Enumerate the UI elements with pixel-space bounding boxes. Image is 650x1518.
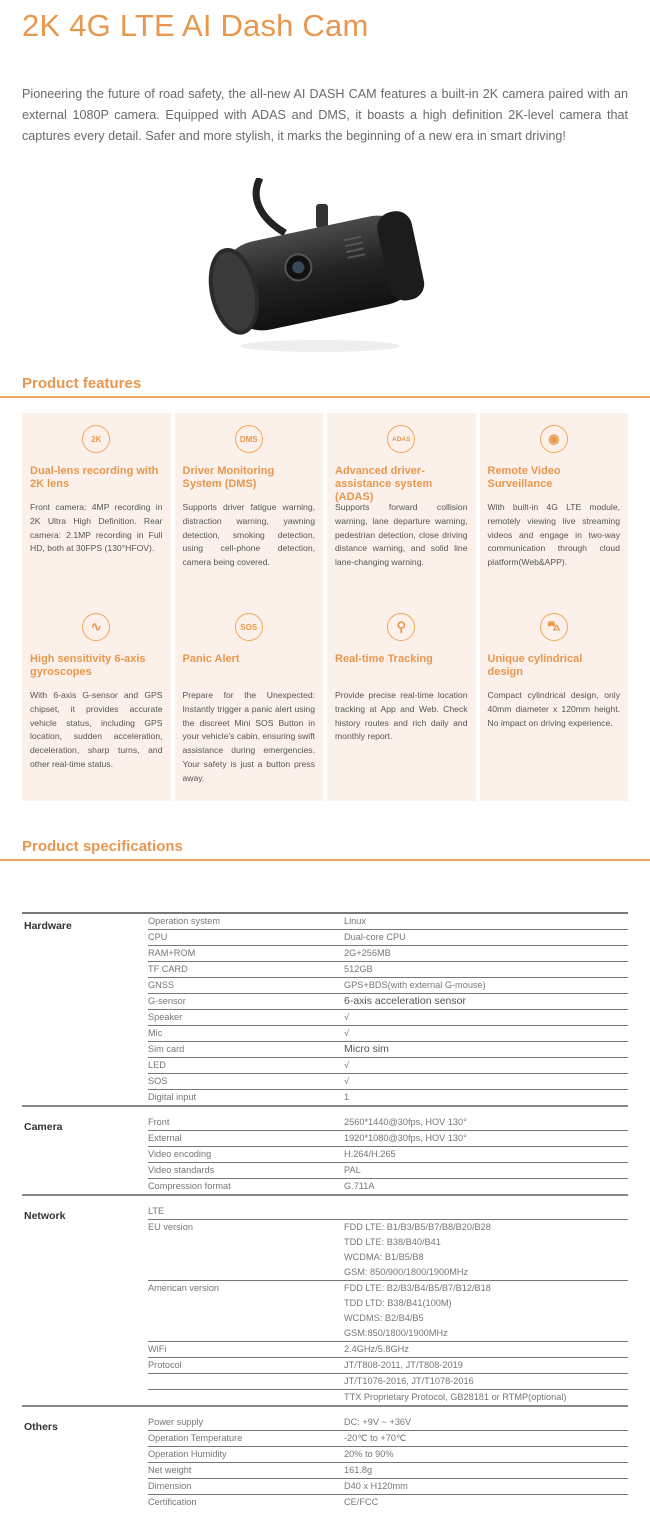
feature-card bbox=[480, 601, 629, 801]
spec-rows bbox=[148, 1415, 628, 1510]
spec-rows bbox=[148, 1115, 628, 1194]
spec-row bbox=[148, 1090, 628, 1105]
spec-values bbox=[344, 1281, 628, 1341]
spec-values bbox=[344, 1163, 628, 1178]
spec-row bbox=[148, 1342, 628, 1358]
spec-value: GSM: 850/900/1800/1900MHz bbox=[344, 1267, 469, 1277]
spec-values bbox=[344, 1147, 628, 1162]
spec-value: CE/FCC bbox=[344, 1497, 379, 1507]
spec-row bbox=[148, 962, 628, 978]
spec-row bbox=[148, 1479, 628, 1495]
spec-values bbox=[344, 1220, 628, 1280]
feature-card bbox=[175, 601, 324, 801]
dash-cam-product-image bbox=[190, 178, 450, 358]
spec-values bbox=[344, 914, 628, 929]
feature-card bbox=[22, 413, 171, 601]
spec-label: American version bbox=[148, 1283, 219, 1293]
spec-row bbox=[148, 1431, 628, 1447]
spec-values bbox=[344, 1179, 628, 1194]
spec-values bbox=[344, 1010, 628, 1025]
spec-rows bbox=[148, 1204, 628, 1405]
spec-rows bbox=[148, 914, 628, 1105]
spec-label: CPU bbox=[148, 932, 168, 942]
spec-value: √ bbox=[344, 1060, 350, 1070]
spec-label: Digital input bbox=[148, 1092, 197, 1102]
spec-values bbox=[344, 1042, 628, 1057]
spec-label: LED bbox=[148, 1060, 166, 1070]
spec-value: DC: +9V ~ +36V bbox=[344, 1417, 412, 1427]
spec-values bbox=[344, 930, 628, 945]
spec-values bbox=[344, 1479, 628, 1494]
sos-icon: SOS bbox=[235, 613, 263, 641]
spec-label: Front bbox=[148, 1117, 170, 1127]
dms-icon: DMS bbox=[235, 425, 263, 453]
spec-value: 2G+256MB bbox=[344, 948, 391, 958]
spec-row bbox=[148, 1281, 628, 1342]
spec-values bbox=[344, 1090, 628, 1105]
spec-value: WCDMS: B2/B4/B5 bbox=[344, 1313, 424, 1323]
spec-label: EU version bbox=[148, 1222, 193, 1232]
spec-values bbox=[344, 962, 628, 977]
page-title: 2K 4G LTE AI Dash Cam bbox=[22, 8, 369, 43]
spec-value: JT/T808-2011, JT/T808-2019 bbox=[344, 1360, 463, 1370]
feature-card bbox=[327, 413, 476, 601]
spec-row bbox=[148, 1390, 628, 1405]
spec-value: √ bbox=[344, 1076, 350, 1086]
spec-values bbox=[344, 1026, 628, 1041]
spec-values bbox=[344, 1074, 628, 1089]
webcam-icon: ◉ bbox=[540, 425, 568, 453]
spec-row bbox=[148, 914, 628, 930]
feature-title: Driver Monitoring System (DMS) bbox=[182, 465, 275, 490]
spec-values bbox=[344, 1415, 628, 1430]
feature-description: Compact cylindrical design, only 40mm diameter x 120mm height. No impact on driving experience. bbox=[487, 690, 620, 728]
feature-title: Unique cylindrical design bbox=[487, 653, 583, 678]
spec-label: GNSS bbox=[148, 980, 175, 990]
spec-label: Protocol bbox=[148, 1360, 182, 1370]
spec-label: Video encoding bbox=[148, 1149, 212, 1159]
spec-label: Net weight bbox=[148, 1465, 192, 1475]
spec-value: FDD LTE: B2/B3/B4/B5/B7/B12/B18 bbox=[344, 1283, 491, 1293]
features-divider bbox=[0, 396, 650, 398]
spec-group-name: Network bbox=[24, 1210, 66, 1222]
feature-description: Prepare for the Unexpected: Instantly trigger a panic alert using the discreet Mini SOS Button in your vehicle's cabin, ensuring swift assistance during emergencies. Your safety is just a button press away. bbox=[182, 690, 315, 783]
spec-value: 20% to 90% bbox=[344, 1449, 394, 1459]
spec-row bbox=[148, 1131, 628, 1147]
spec-row bbox=[148, 1115, 628, 1131]
spec-label: Video standards bbox=[148, 1165, 215, 1175]
spec-values bbox=[344, 994, 628, 1009]
spec-group-name: Others bbox=[24, 1421, 58, 1433]
spec-value: √ bbox=[344, 1012, 350, 1022]
spec-value: 161.8g bbox=[344, 1465, 373, 1475]
2k-icon: 2K bbox=[82, 425, 110, 453]
feature-description: Provide precise real-time location tracking at App and Web. Check history routes and rich daily and monthly report. bbox=[335, 690, 468, 742]
spec-label: Operation Temperature bbox=[148, 1433, 243, 1443]
spec-label: Dimension bbox=[148, 1481, 192, 1491]
feature-description: With built-in 4G LTE module, remotely viewing live streaming videos and engage in two-way communication through cloud platform(Web&APP). bbox=[487, 502, 620, 568]
spec-values bbox=[344, 946, 628, 961]
spec-value: GPS+BDS(with external G-mouse) bbox=[344, 980, 486, 990]
spec-label: Operation system bbox=[148, 916, 220, 926]
specs-heading: Product specifications bbox=[22, 838, 183, 855]
feature-title: High sensitivity 6-axis gyroscopes bbox=[30, 653, 146, 678]
spec-row bbox=[148, 1220, 628, 1281]
spec-values bbox=[344, 1115, 628, 1130]
spec-label: Speaker bbox=[148, 1012, 183, 1022]
spec-group bbox=[22, 1204, 628, 1407]
spec-row bbox=[148, 1163, 628, 1179]
spec-values bbox=[344, 1390, 628, 1405]
spec-value bbox=[344, 1204, 628, 1219]
spec-value: H.264/H.265 bbox=[344, 1149, 396, 1159]
spec-row bbox=[148, 1074, 628, 1090]
spec-value: Micro sim bbox=[344, 1043, 389, 1055]
spec-value: 6-axis acceleration sensor bbox=[344, 995, 466, 1007]
spec-label: RAM+ROM bbox=[148, 948, 196, 958]
spec-row bbox=[148, 1447, 628, 1463]
feature-title: Remote Video Surveillance bbox=[487, 465, 561, 490]
spec-label: WiFi bbox=[148, 1344, 167, 1354]
spec-value: 1920*1080@30fps, HOV 130° bbox=[344, 1133, 467, 1143]
gyroscope-icon: ∿ bbox=[82, 613, 110, 641]
feature-description: With 6-axis G-sensor and GPS chipset, it provides accurate vehicle status, including GPS location, sudden acceleration, deceleration, sharp turns, and other real-time status. bbox=[30, 690, 163, 769]
spec-label: Sim card bbox=[148, 1044, 185, 1054]
feature-description: Front camera: 4MP recording in 2K Ultra High Definition. Rear camera: 2.1MP recording in Full HD, both at 30FPS (130°HFOV). bbox=[30, 502, 163, 554]
spec-value: TDD LTE: B38/B40/B41 bbox=[344, 1237, 441, 1247]
feature-title: Dual-lens recording with 2K lens bbox=[30, 465, 159, 490]
spec-row bbox=[148, 1415, 628, 1431]
feature-card bbox=[327, 601, 476, 801]
spec-values bbox=[344, 1463, 628, 1478]
spec-label: External bbox=[148, 1133, 182, 1143]
spec-values bbox=[344, 978, 628, 993]
spec-row bbox=[148, 1010, 628, 1026]
feature-description: Supports forward collision warning, lane departure warning, pedestrian detection, close driving distance warning, and solid line lane-changing warning. bbox=[335, 502, 468, 568]
spec-value: -20℃ to +70℃ bbox=[344, 1433, 407, 1443]
adas-icon: ADAS bbox=[387, 425, 415, 453]
spec-values bbox=[344, 1431, 628, 1446]
feature-card bbox=[175, 413, 324, 601]
spec-row bbox=[148, 1495, 628, 1510]
spec-label: SOS bbox=[148, 1076, 168, 1086]
spec-row bbox=[148, 1147, 628, 1163]
spec-value: 1 bbox=[344, 1092, 350, 1102]
spec-group-name: Hardware bbox=[24, 920, 72, 932]
spec-row bbox=[148, 946, 628, 962]
feature-title: Advanced driver-assistance system (ADAS) bbox=[335, 465, 433, 503]
spec-label: Power supply bbox=[148, 1417, 204, 1427]
spec-value: PAL bbox=[344, 1165, 361, 1175]
spec-value: D40 x H120mm bbox=[344, 1481, 408, 1491]
spec-value: TTX Proprietary Protocol, GB28181 or RTMP(optional) bbox=[344, 1392, 567, 1402]
spec-values bbox=[344, 1204, 628, 1219]
spec-row bbox=[148, 1179, 628, 1194]
spec-value: 512GB bbox=[344, 964, 373, 974]
spec-label: LTE bbox=[148, 1206, 165, 1216]
spec-row bbox=[148, 1374, 628, 1390]
spec-label: Compression format bbox=[148, 1181, 231, 1191]
specifications-table bbox=[22, 912, 628, 1518]
spec-label: TF CARD bbox=[148, 964, 188, 974]
car-icon: ⛍ bbox=[540, 613, 568, 641]
spec-row bbox=[148, 1204, 628, 1220]
spec-group bbox=[22, 1115, 628, 1196]
location-pin-icon: ⚲ bbox=[387, 613, 415, 641]
spec-group-name: Camera bbox=[24, 1121, 63, 1133]
spec-label: Operation Humidity bbox=[148, 1449, 227, 1459]
spec-label bbox=[148, 1374, 344, 1389]
feature-title: Real-time Tracking bbox=[335, 653, 433, 665]
feature-card bbox=[480, 413, 629, 601]
spec-values bbox=[344, 1358, 628, 1373]
features-grid bbox=[22, 413, 628, 801]
spec-row bbox=[148, 1358, 628, 1374]
spec-value: G.711A bbox=[344, 1181, 375, 1191]
spec-row bbox=[148, 1042, 628, 1058]
spec-values bbox=[344, 1374, 628, 1389]
spec-value: FDD LTE: B1/B3/B5/B7/B8/B20/B28 bbox=[344, 1222, 491, 1232]
feature-description: Supports driver fatigue warning, distraction warning, yawning detection, smoking detection, using cell-phone detection, camera being covered. bbox=[182, 502, 315, 568]
spec-value: TDD LTD: B38/B41(100M) bbox=[344, 1298, 452, 1308]
spec-value: JT/T1076-2016, JT/T1078-2016 bbox=[344, 1376, 474, 1386]
spec-row bbox=[148, 1058, 628, 1074]
spec-values bbox=[344, 1495, 628, 1510]
spec-value: 2560*1440@30fps, HOV 130° bbox=[344, 1117, 467, 1127]
spec-group bbox=[22, 1415, 628, 1510]
spec-value: Linux bbox=[344, 916, 366, 926]
spec-row bbox=[148, 978, 628, 994]
spec-label: Certification bbox=[148, 1497, 197, 1507]
specs-divider bbox=[0, 859, 650, 861]
feature-card bbox=[22, 601, 171, 801]
intro-paragraph: Pioneering the future of road safety, the all-new AI DASH CAM features a built-in 2K camera paired with an external 1080P camera. Equipped with ADAS and DMS, it boasts a high definition 2K-level camera that captures every detail. Safer and more stylish, it marks the beginning of a new era in smart driving! bbox=[22, 87, 628, 143]
spec-label: Mic bbox=[148, 1028, 163, 1038]
spec-value: Dual-core CPU bbox=[344, 932, 406, 942]
spec-label: G-sensor bbox=[148, 996, 186, 1006]
spec-value: 2.4GHz/5.8GHz bbox=[344, 1344, 409, 1354]
spec-value: √ bbox=[344, 1028, 350, 1038]
spec-values bbox=[344, 1131, 628, 1146]
spec-row bbox=[148, 1463, 628, 1479]
spec-row bbox=[148, 930, 628, 946]
spec-value: GSM:850/1800/1900MHz bbox=[344, 1328, 448, 1338]
spec-values bbox=[344, 1342, 628, 1357]
feature-title: Panic Alert bbox=[182, 653, 240, 665]
spec-value: WCDMA: B1/B5/B8 bbox=[344, 1252, 424, 1262]
spec-values bbox=[344, 1058, 628, 1073]
spec-values bbox=[344, 1447, 628, 1462]
spec-row bbox=[148, 1026, 628, 1042]
spec-label bbox=[148, 1390, 344, 1405]
features-heading: Product features bbox=[22, 375, 142, 392]
spec-row bbox=[148, 994, 628, 1010]
spec-group bbox=[22, 914, 628, 1107]
